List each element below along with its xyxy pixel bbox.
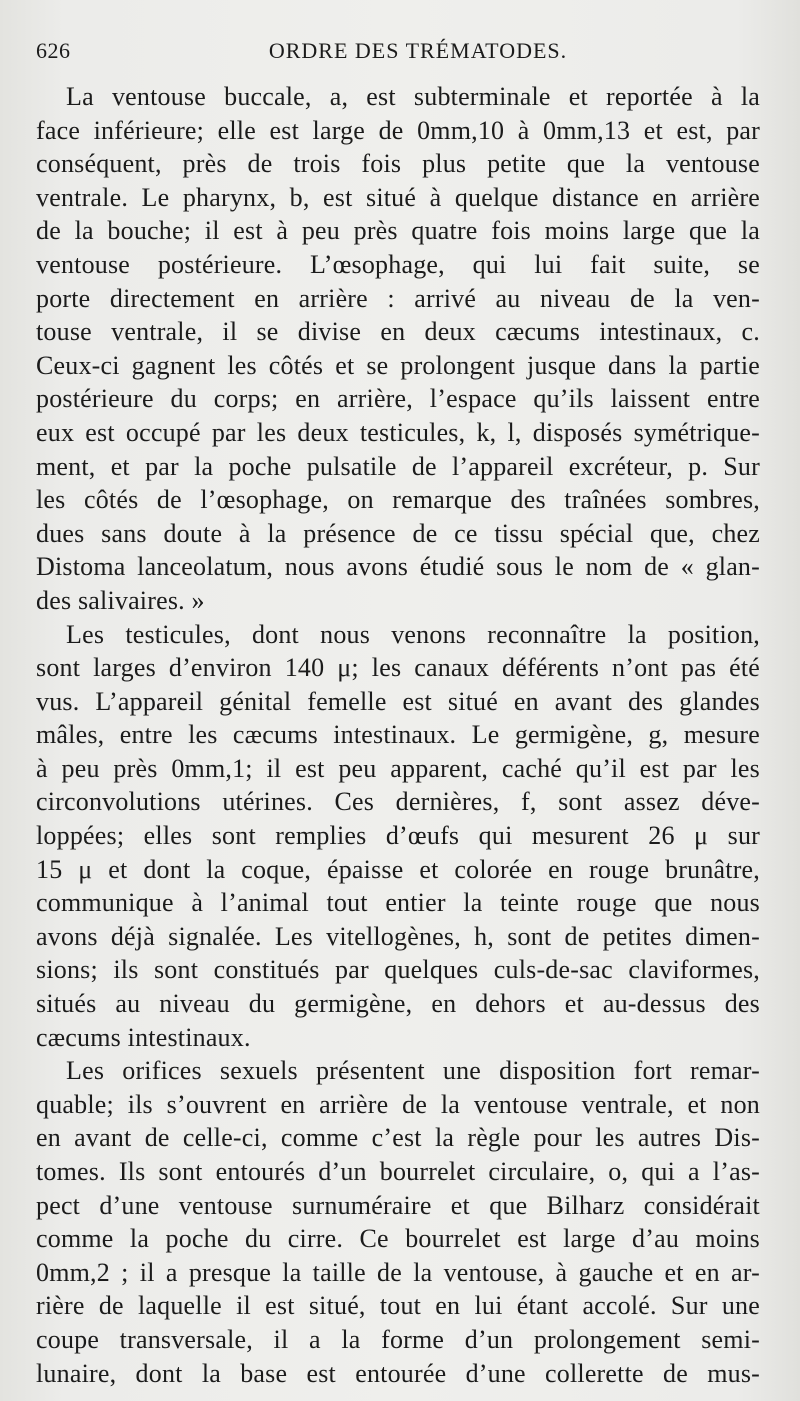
running-title: ORDRE DES TRÉMATODES. (268, 38, 568, 63)
text-line: ventouse postérieure. L’œsophage, qui lui fait suite, se (36, 249, 760, 279)
text-line: des salivaires. » (36, 585, 205, 615)
text-line: cæcums intestinaux. (36, 1022, 251, 1052)
text-line: comme la poche du cirre. Ce bourrelet est large d’au moins (36, 1224, 760, 1254)
text-line: 15 μ et dont la coque, épaisse et colorée en rouge brunâtre, (36, 854, 760, 884)
text-line: lunaire, dont la base est entourée d’une collerette de mus- (36, 1358, 760, 1388)
text-line: Les orifices sexuels présentent une disposition fort remar- (66, 1056, 760, 1086)
text-line: ventrale. Le pharynx, b, est situé à quelque distance en arrière (36, 182, 760, 212)
text-line: face inférieure; elle est large de 0mm,10 à 0mm,13 et est, par (36, 115, 760, 145)
text-line: vus. L’appareil génital femelle est situé en avant des glandes (36, 686, 760, 716)
page-number: 626 (36, 38, 71, 63)
text-line: conséquent, près de trois fois plus petite que la ventouse (36, 149, 760, 179)
text-line: à peu près 0mm,1; il est peu apparent, caché qu’il est par les (36, 753, 760, 783)
text-line: porte directement en arrière : arrivé au niveau de la ven- (36, 283, 760, 313)
text-line: avons déjà signalée. Les vitellogènes, h, sont de petites dimen- (36, 921, 760, 951)
text-line: pect d’une ventouse surnuméraire et que Bilharz considérait (36, 1190, 760, 1220)
text-line: mâles, entre les cæcums intestinaux. Le germigène, g, mesure (36, 720, 760, 750)
text-line: dues sans doute à la présence de ce tissu spécial que, chez (36, 518, 760, 548)
text-line: Les testicules, dont nous venons reconnaître la position, (66, 619, 760, 649)
text-line: sions; ils sont constitués par quelques culs-de-sac claviformes, (36, 955, 760, 985)
text-line: rière de laquelle il est situé, tout en lui étant accolé. Sur une (36, 1291, 760, 1321)
text-line: loppées; elles sont remplies d’œufs qui mesurent 26 μ sur (36, 821, 760, 851)
text-line: postérieure du corps; en arrière, l’espace qu’ils laissent entre (36, 384, 760, 414)
text-line: tomes. Ils sont entourés d’un bourrelet circulaire, o, qui a l’as- (36, 1157, 760, 1186)
text-line: en avant de celle-ci, comme c’est la règle pour les autres Dis- (36, 1123, 760, 1153)
text-line: quable; ils s’ouvrent en arrière de la ventouse ventrale, et non (36, 1089, 760, 1119)
text-line: La ventouse buccale, a, est subterminale et reportée à la (66, 82, 760, 111)
page-header (36, 38, 760, 66)
text-line: ment, et par la poche pulsatile de l’appareil excréteur, p. Sur (36, 451, 760, 481)
text-line: eux est occupé par les deux testicules, k, l, disposés symétrique- (36, 417, 760, 447)
text-line: de la bouche; il est à peu près quatre fois moins large que la (36, 216, 760, 246)
text-line: touse ventrale, il se divise en deux cæcums intestinaux, c. (36, 317, 760, 347)
text-line: Distoma lanceolatum, nous avons étudié sous le nom de « glan- (36, 552, 760, 582)
text-line: Ceux-ci gagnent les côtés et se prolongent jusque dans la partie (36, 350, 760, 380)
text-line: sont larges d’environ 140 μ; les canaux déférents n’ont pas été (36, 653, 760, 683)
body-text (36, 80, 760, 1390)
text-line: les côtés de l’œsophage, on remarque des traînées sombres, (36, 485, 760, 515)
text-line: circonvolutions utérines. Ces dernières, f, sont assez déve- (36, 787, 760, 817)
text-line: situés au niveau du germigène, en dehors et au-dessus des (36, 989, 760, 1019)
text-line: 0mm,2 ; il a presque la taille de la ventouse, à gauche et en ar- (36, 1257, 760, 1287)
text-line: communique à l’animal tout entier la teinte rouge que nous (36, 888, 760, 918)
text-line: coupe transversale, il a la forme d’un prolongement semi- (36, 1324, 760, 1354)
